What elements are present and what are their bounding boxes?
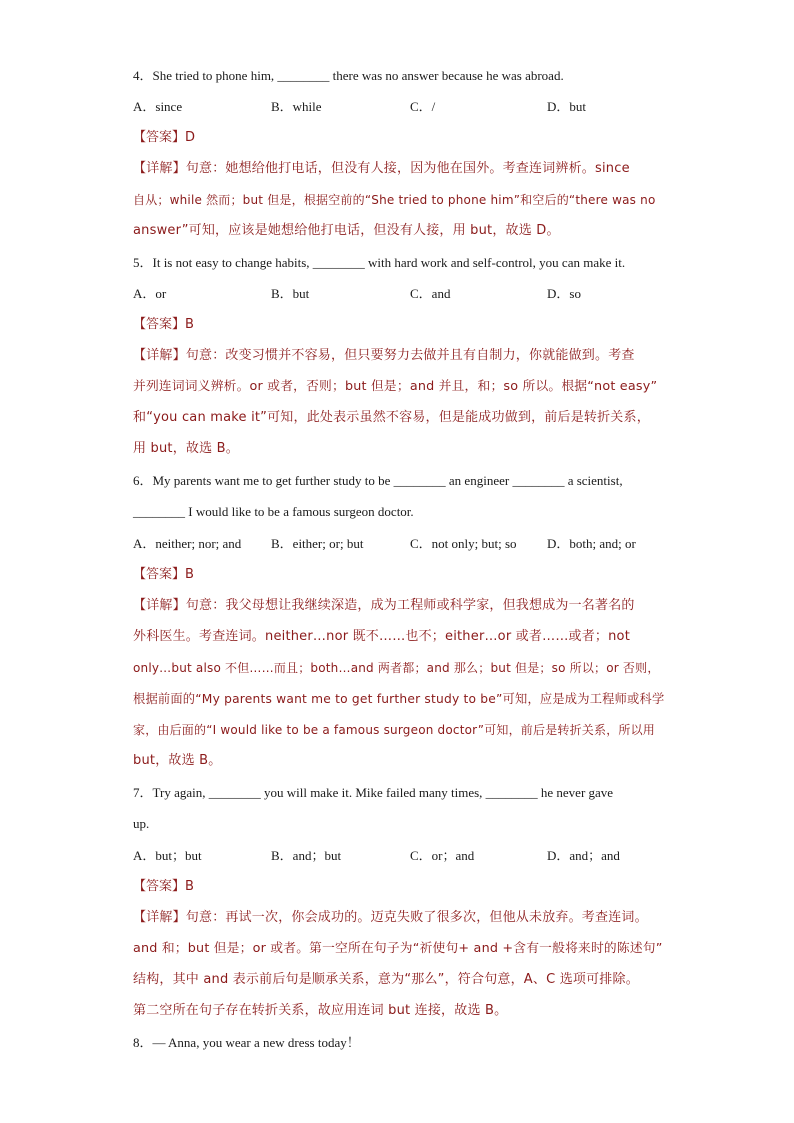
question-6-explanation-line: only…but also 不但……而且；both…and 两者都；and 那么；but 但是；so 所以；or 否则，: [133, 661, 660, 675]
option-d: D．both; and; or: [547, 536, 636, 551]
question-7-explanation-line: 【详解】句意：再试一次，你会成功的。迈克失败了很多次，但他从未放弃。考查连词。: [133, 910, 648, 925]
question-5-explanation-line: 并列连词词义辨析。or 或者，否则；but 但是；and 并且，和；so 所以。根据“not easy”: [133, 379, 658, 394]
question-6-stem: ________ I would like to be a famous surgeon doctor.: [133, 504, 414, 519]
option-b: B．either; or; but: [271, 536, 364, 551]
option-d: D．so: [547, 286, 581, 301]
question-5-answer: 【答案】B: [133, 317, 194, 332]
option-a: A．but；but: [133, 848, 202, 863]
question-7-options: [133, 847, 693, 865]
question-6-explanation-line: 【详解】句意：我父母想让我继续深造，成为工程师或科学家，但我想成为一名著名的: [133, 598, 635, 613]
question-5-explanation-line: 和“you can make it”可知，此处表示虽然不容易，但是能成功做到，前后是转折关系，: [133, 410, 650, 425]
option-b: B．while: [271, 99, 322, 114]
option-d: D．but: [547, 99, 587, 114]
option-a: A．since: [133, 99, 183, 114]
question-6-explanation-line: 根据前面的“My parents want me to get further study to be”可知，应是成为工程师或科学: [133, 692, 665, 706]
question-4-answer: 【答案】D: [133, 130, 196, 145]
question-4-explanation-line: answer”可知，应该是她想给他打电话，但没有人接，用 but，故选 D。: [133, 223, 560, 238]
option-c: C．and: [410, 286, 451, 301]
option-a: A．or: [133, 286, 167, 301]
question-6-explanation-line: but，故选 B。: [133, 753, 222, 768]
question-4-explanation-line: 【详解】句意：她想给他打电话，但没有人接，因为他在国外。考查连词辨析。since: [133, 161, 630, 176]
question-4-stem: 4．She tried to phone him, ________ there was no answer because he was abroad.: [133, 68, 564, 83]
question-5-stem: 5．It is not easy to change habits, ________ with hard work and self-control, you can make it.: [133, 255, 626, 270]
option-c: C．/: [410, 99, 436, 114]
option-b: B．and；but: [271, 848, 342, 863]
option-a: A．neither; nor; and: [133, 536, 242, 551]
option-b: B．but: [271, 286, 310, 301]
question-5-options: [133, 285, 693, 303]
question-6-answer: 【答案】B: [133, 567, 194, 582]
question-7-stem: 7．Try again, ________ you will make it. Mike failed many times, ________ he never gave: [133, 785, 614, 800]
question-6-options: [133, 535, 693, 553]
question-7-explanation-line: 第二空所在句子存在转折关系，故应用连词 but 连接，故选 B。: [133, 1003, 508, 1018]
option-c: C．not only; but; so: [410, 536, 517, 551]
question-7-explanation-line: 结构，其中 and 表示前后句是顺承关系，意为“那么”，符合句意，A、C 选项可排除。: [133, 972, 639, 987]
option-c: C．or；and: [410, 848, 475, 863]
question-7-stem: up.: [133, 816, 150, 831]
question-7-explanation-line: and 和；but 但是；or 或者。第一空所在句子为“祈使句+ and +含有一般将来时的陈述句”: [133, 941, 663, 956]
question-6-stem: 6．My parents want me to get further study to be ________ an engineer ________ a scientist,: [133, 473, 623, 488]
question-6-explanation-line: 家，由后面的“I would like to be a famous surgeon doctor”可知，前后是转折关系，所以用: [133, 723, 656, 737]
question-6-explanation-line: 外科医生。考查连词。neither…nor 既不……也不；either…or 或者……或者；not: [133, 629, 631, 644]
question-8-stem: 8．— Anna, you wear a new dress today！: [133, 1035, 360, 1050]
question-5-explanation-line: 【详解】句意：改变习惯并不容易，但只要努力去做并且有自制力，你就能做到。考查: [133, 348, 635, 363]
option-d: D．and；and: [547, 848, 620, 863]
question-7-answer: 【答案】B: [133, 879, 194, 894]
question-5-explanation-line: 用 but，故选 B。: [133, 441, 239, 456]
question-4-options: [133, 98, 693, 116]
question-4-explanation-line: 自从；while 然而；but 但是，根据空前的“She tried to phone him”和空后的“there was no: [133, 193, 656, 207]
